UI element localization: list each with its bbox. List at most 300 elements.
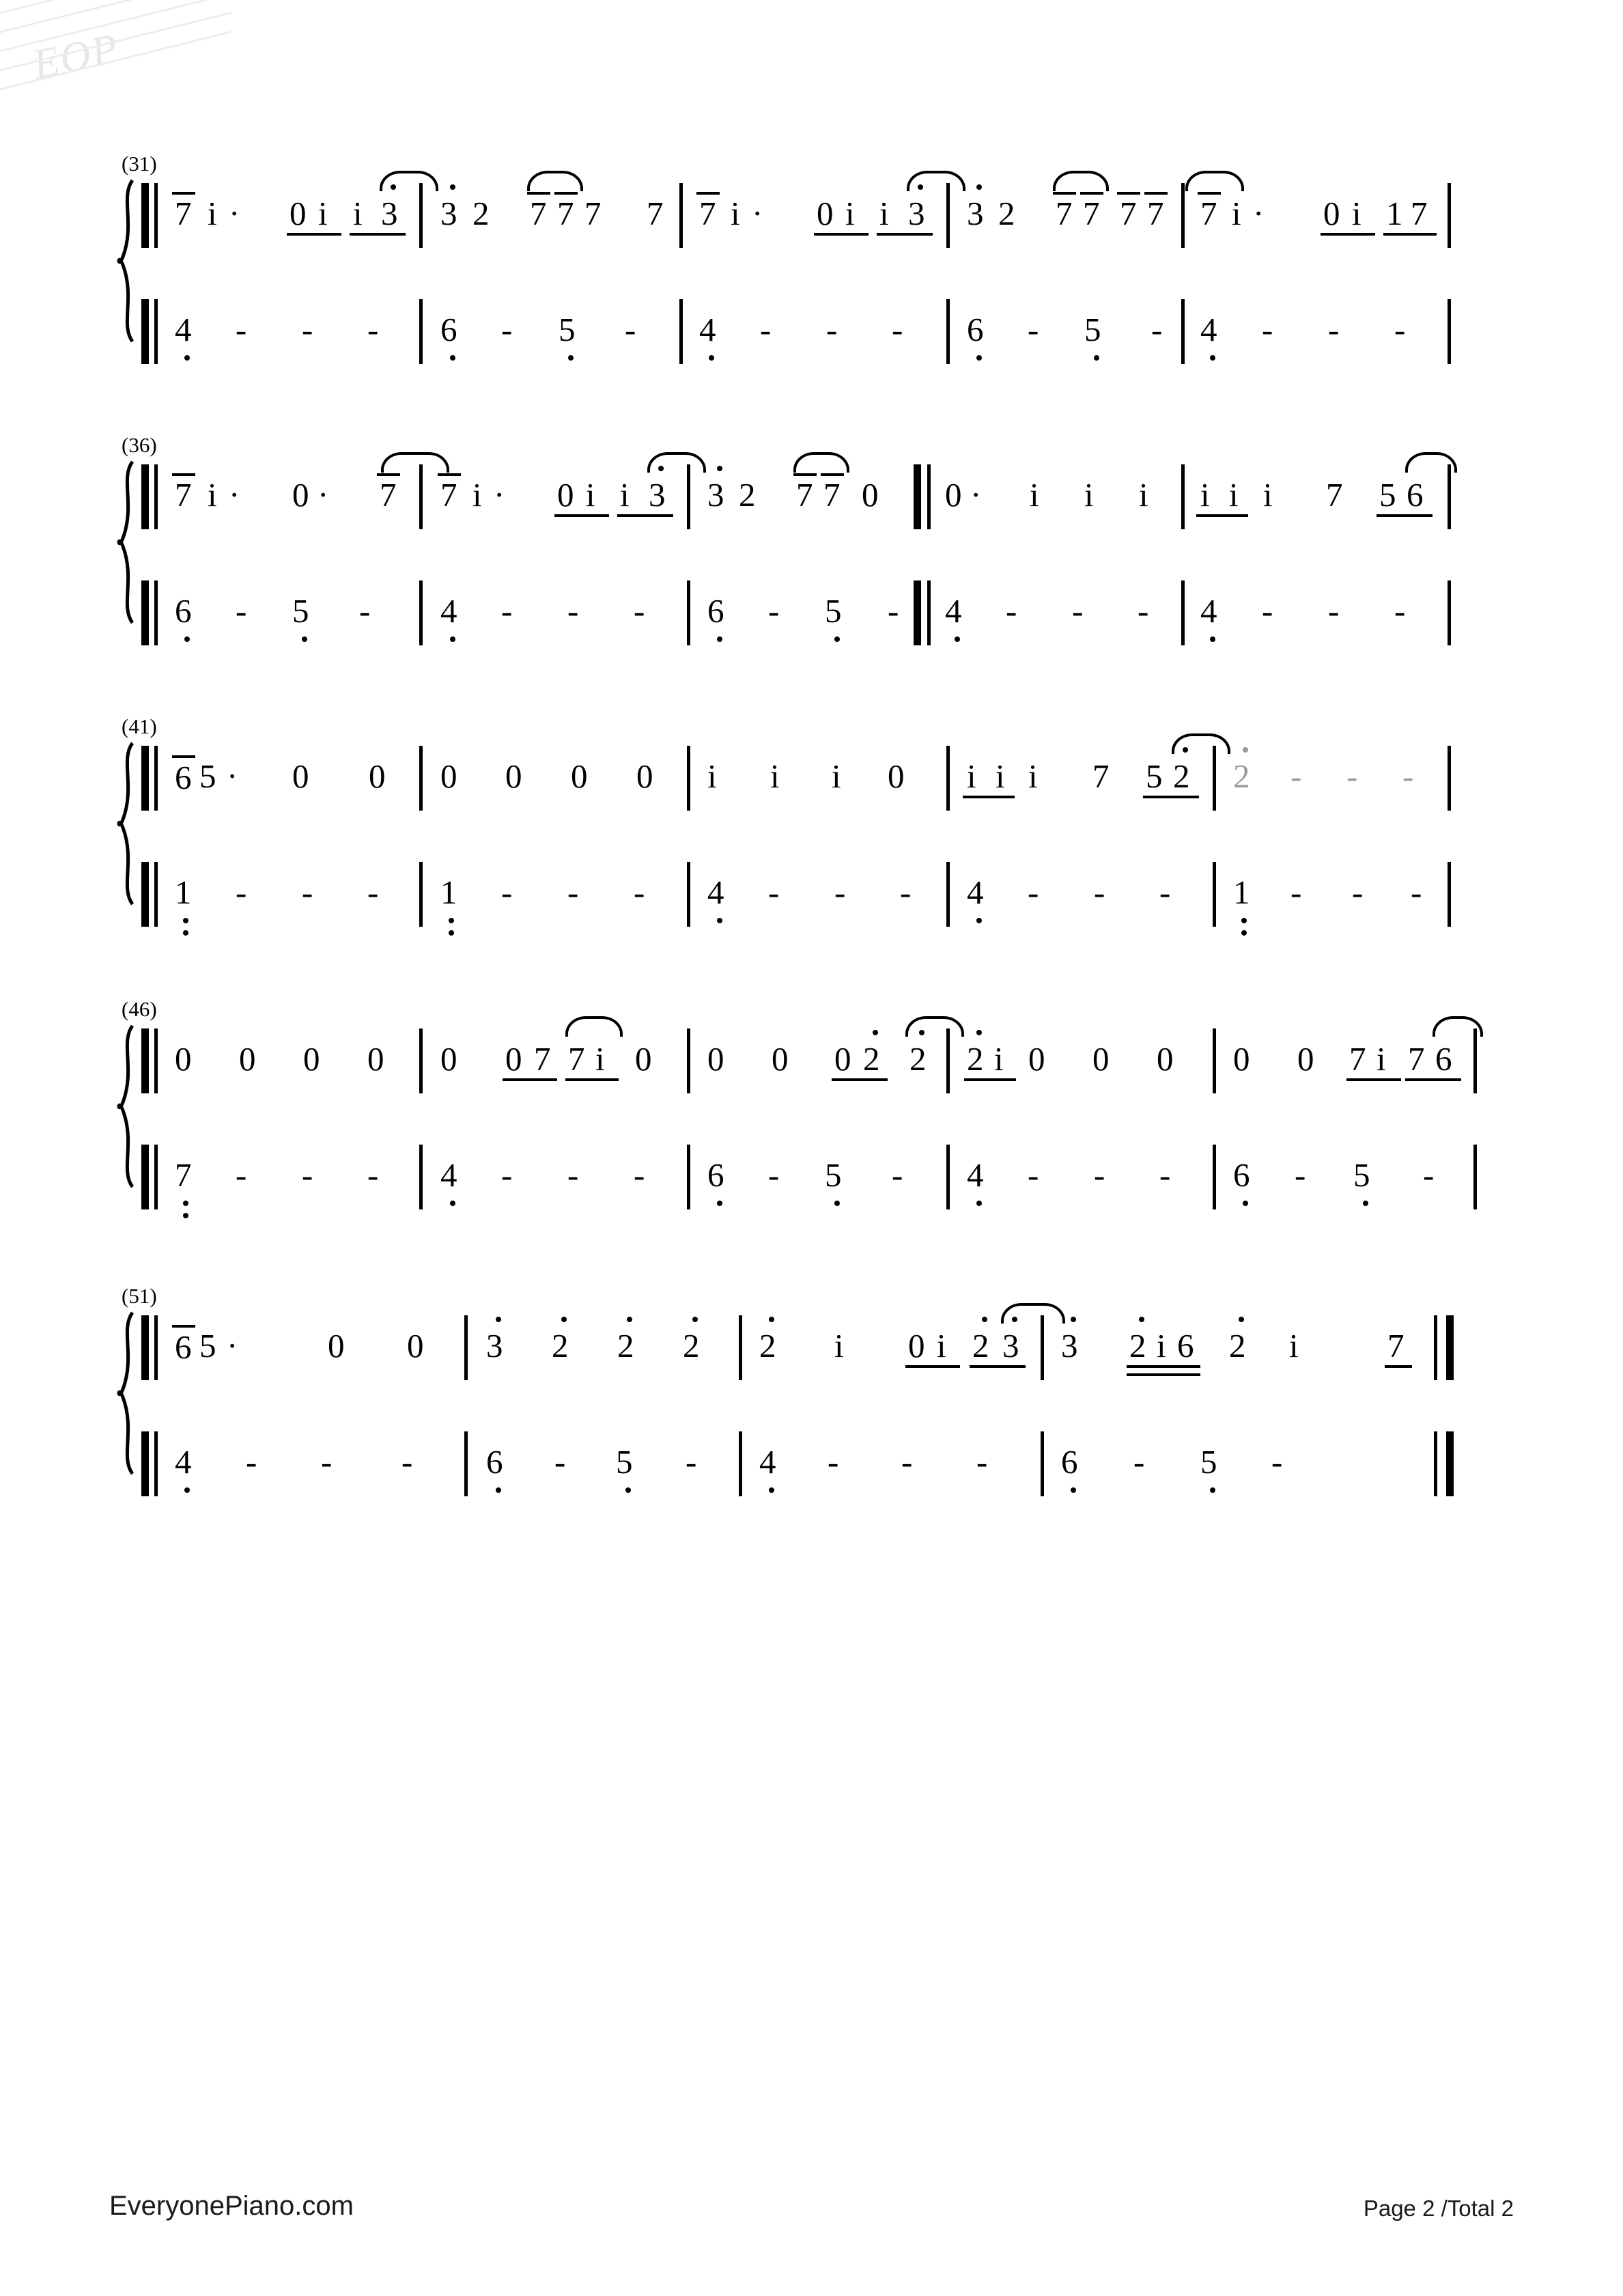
barline-open-thick: [141, 746, 149, 811]
note: 3: [486, 1327, 503, 1364]
note: 6: [1061, 1443, 1078, 1481]
duration-dash: -: [1394, 592, 1406, 630]
note: 0: [888, 757, 905, 795]
barline: [946, 299, 950, 364]
duration-dash: -: [634, 873, 645, 911]
note: 7: [1147, 195, 1164, 232]
note: 4: [175, 1443, 192, 1481]
beam: [1117, 192, 1140, 195]
duration-dash: -: [321, 1443, 333, 1481]
note: 6: [486, 1443, 503, 1481]
barline-double-thin: [927, 464, 931, 529]
octave-dot-down: [834, 636, 840, 642]
octave-dot-up: [976, 1030, 982, 1035]
barline: [687, 746, 690, 811]
duration-dash: -: [1290, 757, 1302, 795]
beam: [964, 1078, 1016, 1081]
tie-slur: [1172, 733, 1230, 754]
note: 7: [380, 476, 397, 514]
duration-dash: -: [1352, 873, 1364, 911]
barline: [1041, 1431, 1044, 1496]
dot-duration: ·: [227, 1327, 238, 1364]
beam: [970, 1365, 1026, 1368]
barline-open-thin: [154, 183, 158, 248]
note: 7: [647, 195, 664, 232]
note: i: [1229, 476, 1239, 514]
duration-dash: -: [768, 592, 780, 630]
octave-dot-down: [1210, 636, 1215, 642]
tie-slur: [647, 452, 706, 473]
octave-dot-up: [769, 1317, 774, 1322]
note: 0: [945, 476, 962, 514]
note: 5: [825, 1156, 842, 1194]
barline-open-thin-b: [154, 580, 158, 645]
note: 0: [440, 757, 457, 795]
grand-staff-brace: [115, 460, 138, 624]
octave-dot-down: [449, 918, 454, 923]
duration-dash: -: [359, 592, 371, 630]
octave-dot-down-2: [183, 1213, 188, 1218]
note: 5: [559, 311, 576, 348]
dot-duration: ·: [494, 476, 505, 514]
note: i: [1084, 476, 1094, 514]
note: i: [731, 195, 740, 232]
barline: [464, 1315, 468, 1380]
note: 7: [530, 195, 547, 232]
duration-dash: -: [1423, 1156, 1435, 1194]
duration-dash: -: [1411, 873, 1422, 911]
note: 0: [1297, 1040, 1314, 1078]
barline: [739, 1431, 742, 1496]
beam: [1144, 192, 1168, 195]
beam: [1321, 233, 1375, 236]
octave-dot-down: [450, 355, 455, 361]
note: i: [770, 757, 780, 795]
duration-dash: -: [501, 873, 513, 911]
note: 2: [1233, 757, 1250, 795]
barline: [1181, 580, 1185, 645]
note: 2: [552, 1327, 569, 1364]
octave-dot-down: [302, 636, 307, 642]
note: 4: [440, 592, 457, 630]
barline: [1181, 464, 1185, 529]
barline: [1448, 746, 1451, 811]
barline: [1041, 1315, 1044, 1380]
duration-dash: -: [834, 873, 846, 911]
note: 4: [699, 311, 716, 348]
barline: [1448, 183, 1451, 248]
barline-open-thin: [154, 464, 158, 529]
note: 0: [407, 1327, 424, 1364]
octave-dot-down: [709, 355, 714, 361]
beam: [172, 755, 195, 758]
site-credit: EveryonePiano.com: [109, 2191, 354, 2221]
eop-watermark: [14, 0, 218, 130]
dot-duration: ·: [1253, 195, 1265, 232]
beam: [503, 1078, 557, 1081]
note: 2: [1129, 1327, 1146, 1364]
octave-dot-up: [873, 1030, 878, 1035]
tie-slur: [380, 171, 438, 191]
octave-dot-down: [1210, 355, 1215, 361]
note: i: [586, 476, 595, 514]
octave-dot-up: [496, 1317, 501, 1322]
note: 3: [707, 476, 724, 514]
duration-dash: -: [634, 592, 645, 630]
barline-final-thin: [1434, 1315, 1437, 1380]
beam: [1198, 192, 1221, 195]
duration-dash: -: [246, 1443, 257, 1481]
note: 2: [472, 195, 490, 232]
note: i: [208, 476, 217, 514]
duration-dash: -: [634, 1156, 645, 1194]
duration-dash: -: [567, 1156, 579, 1194]
note: 6: [967, 311, 984, 348]
note: 6: [440, 311, 457, 348]
note: i: [707, 757, 717, 795]
watermark-text: EOP: [29, 25, 124, 89]
note: 2: [739, 476, 756, 514]
measure-number-51: (51): [122, 1284, 157, 1308]
dot-duration: ·: [229, 476, 240, 514]
octave-dot-down: [955, 636, 960, 642]
barline: [1213, 1145, 1216, 1209]
barline: [946, 746, 950, 811]
duration-dash: -: [367, 311, 379, 348]
duration-dash: -: [1159, 873, 1171, 911]
duration-dash: -: [1028, 311, 1039, 348]
note: i: [353, 195, 363, 232]
note: 0: [862, 476, 879, 514]
beam: [287, 233, 341, 236]
note: 3: [440, 195, 457, 232]
note: 7: [557, 195, 574, 232]
octave-dot-up: [976, 184, 982, 190]
note: 0: [1028, 1040, 1045, 1078]
note: i: [1028, 757, 1038, 795]
duration-dash: -: [768, 873, 780, 911]
octave-dot-up: [561, 1317, 567, 1322]
duration-dash: -: [302, 311, 313, 348]
beam: [565, 1078, 619, 1081]
note: i: [967, 757, 976, 795]
note: i: [845, 195, 855, 232]
note: 4: [1200, 592, 1217, 630]
note: i: [834, 1327, 844, 1364]
octave-dot-down: [1210, 1487, 1215, 1493]
note: 0: [505, 757, 522, 795]
duration-dash: -: [367, 1156, 379, 1194]
duration-dash: -: [768, 1156, 780, 1194]
octave-dot-down-2: [449, 930, 454, 936]
octave-dot-down: [834, 1201, 840, 1206]
octave-dot-down: [496, 1487, 501, 1493]
duration-dash: -: [1328, 592, 1340, 630]
tie-slur: [905, 1016, 964, 1037]
note: 2: [972, 1327, 989, 1364]
note: 0: [1323, 195, 1340, 232]
note: i: [620, 476, 630, 514]
barline: [1213, 862, 1216, 927]
note: 0: [817, 195, 834, 232]
note: 0: [635, 1040, 652, 1078]
note: 2: [617, 1327, 634, 1364]
note: 7: [796, 476, 813, 514]
note: 6: [1435, 1040, 1452, 1078]
barline: [1213, 1028, 1216, 1093]
barline: [1181, 299, 1185, 364]
note: 1: [1386, 195, 1403, 232]
octave-dot-down: [976, 918, 982, 923]
octave-dot-up: [1071, 1317, 1076, 1322]
octave-dot-down: [625, 1487, 631, 1493]
duration-dash: -: [888, 592, 899, 630]
octave-dot-down: [717, 918, 722, 923]
octave-dot-down: [450, 636, 455, 642]
octave-dot-up: [1139, 1317, 1144, 1322]
barline-open-thick: [141, 183, 149, 248]
note: 6: [175, 592, 192, 630]
note: 0: [292, 757, 309, 795]
note: 6: [1233, 1156, 1250, 1194]
octave-dot-down-2: [183, 930, 188, 936]
note: 7: [1120, 195, 1137, 232]
barline: [419, 299, 423, 364]
barline: [1181, 183, 1185, 248]
note: 0: [369, 757, 386, 795]
note: 0: [636, 757, 653, 795]
note: 2: [1173, 757, 1190, 795]
note: 4: [945, 592, 962, 630]
duration-dash: -: [1006, 592, 1017, 630]
note: 4: [175, 311, 192, 348]
beam: [832, 1078, 888, 1081]
note: 6: [707, 1156, 724, 1194]
barline-open-thick: [141, 1028, 149, 1093]
duration-dash: -: [1290, 873, 1302, 911]
note: 6: [1407, 476, 1424, 514]
note: 7: [175, 1156, 192, 1194]
octave-dot-down: [184, 1487, 190, 1493]
note: 3: [908, 195, 925, 232]
note: 2: [759, 1327, 776, 1364]
note: 5: [199, 757, 216, 795]
barline-double-thick: [914, 580, 921, 645]
beam-2: [1127, 1373, 1200, 1376]
octave-dot-up: [717, 466, 722, 471]
dot-duration: ·: [752, 195, 763, 232]
barline-open-thin-b: [154, 862, 158, 927]
duration-dash: -: [1262, 311, 1273, 348]
note: 6: [707, 592, 724, 630]
barline: [1448, 580, 1451, 645]
note: 5: [292, 592, 309, 630]
beam: [821, 473, 844, 476]
note: 5: [1353, 1156, 1370, 1194]
note: 5: [1084, 311, 1101, 348]
note: 2: [967, 1040, 984, 1078]
barline: [679, 183, 683, 248]
tie-slur: [1185, 171, 1244, 191]
note: 0: [1157, 1040, 1174, 1078]
barline: [1448, 464, 1451, 529]
note: 0: [239, 1040, 256, 1078]
beam: [1127, 1365, 1200, 1368]
note: 7: [1083, 195, 1100, 232]
beam: [172, 192, 195, 195]
tie-slur: [907, 171, 965, 191]
beam: [1053, 192, 1076, 195]
note: 0: [834, 1040, 851, 1078]
note: 0: [175, 1040, 192, 1078]
note: 0: [571, 757, 588, 795]
octave-dot-up: [982, 1317, 987, 1322]
barline-open-thin-b: [154, 1431, 158, 1496]
octave-dot-up: [1243, 747, 1248, 753]
note: 0: [505, 1040, 522, 1078]
barline-open-thick: [141, 464, 149, 529]
duration-dash: -: [1028, 873, 1039, 911]
beam: [793, 473, 817, 476]
beam: [554, 514, 609, 517]
note: 0: [1233, 1040, 1250, 1078]
duration-dash: -: [236, 1156, 247, 1194]
duration-dash: -: [1402, 757, 1414, 795]
note: 7: [1411, 195, 1428, 232]
note: 2: [909, 1040, 927, 1078]
octave-dot-up: [627, 1317, 632, 1322]
barline: [946, 862, 950, 927]
grand-staff-brace: [115, 1024, 138, 1188]
page-number: Page 2 /Total 2: [1363, 2196, 1514, 2221]
barline: [464, 1431, 468, 1496]
note: 7: [1200, 195, 1217, 232]
barline: [419, 183, 423, 248]
octave-dot-down: [976, 1201, 982, 1206]
note: 0: [292, 476, 309, 514]
duration-dash: -: [501, 311, 513, 348]
barline: [679, 299, 683, 364]
beam: [1196, 514, 1248, 517]
note: 0: [328, 1327, 345, 1364]
duration-dash: -: [828, 1443, 839, 1481]
beam: [377, 473, 400, 476]
tie-slur: [1053, 171, 1109, 191]
note: 0: [707, 1040, 724, 1078]
note: 7: [823, 476, 841, 514]
beam: [877, 233, 933, 236]
barline: [419, 746, 423, 811]
note: 0: [290, 195, 307, 232]
octave-dot-down: [183, 918, 188, 923]
tie-slur: [1001, 1303, 1065, 1324]
measure-number-41: (41): [122, 714, 157, 738]
beam: [1346, 1078, 1401, 1081]
note: i: [996, 757, 1005, 795]
duration-dash: -: [554, 1443, 566, 1481]
duration-dash: -: [1346, 757, 1358, 795]
note: 0: [557, 476, 574, 514]
duration-dash: -: [1394, 311, 1406, 348]
note: 7: [1387, 1327, 1405, 1364]
octave-dot-down: [1243, 1201, 1248, 1206]
octave-dot-up: [450, 184, 455, 190]
duration-dash: -: [1328, 311, 1340, 348]
measure-number-46: (46): [122, 997, 157, 1021]
beam: [617, 514, 673, 517]
note: 0: [303, 1040, 320, 1078]
duration-dash: -: [900, 873, 912, 911]
beam: [172, 1325, 195, 1328]
note: 0: [772, 1040, 789, 1078]
barline: [946, 183, 950, 248]
octave-dot-up: [1239, 1317, 1244, 1322]
barline-double-thin: [927, 580, 931, 645]
note: i: [937, 1327, 946, 1364]
duration-dash: -: [1072, 592, 1084, 630]
note: 0: [1092, 1040, 1110, 1078]
beam: [1143, 796, 1199, 798]
octave-dot-down: [183, 1201, 188, 1206]
note: 5: [1146, 757, 1163, 795]
duration-dash: -: [501, 1156, 513, 1194]
barline: [1473, 1028, 1477, 1093]
note: 7: [1092, 757, 1110, 795]
barline-open-thin-b: [154, 299, 158, 364]
note: 4: [967, 1156, 984, 1194]
note: 7: [584, 195, 602, 232]
grand-staff-brace: [115, 179, 138, 343]
duration-dash: -: [976, 1443, 988, 1481]
barline: [1448, 299, 1451, 364]
beam: [438, 473, 461, 476]
note: 4: [759, 1443, 776, 1481]
duration-dash: -: [892, 1156, 903, 1194]
note: i: [1263, 476, 1273, 514]
barline: [419, 580, 423, 645]
octave-dot-down: [717, 636, 722, 642]
note: 5: [199, 1327, 216, 1364]
note: 0: [440, 1040, 457, 1078]
barline-double-thick: [914, 464, 921, 529]
note: 5: [1200, 1443, 1217, 1481]
octave-dot-down: [1071, 1487, 1076, 1493]
note: i: [1352, 195, 1361, 232]
octave-dot-down: [769, 1487, 774, 1493]
octave-dot-down: [568, 355, 574, 361]
note: 7: [440, 476, 457, 514]
note: 6: [175, 1328, 192, 1366]
duration-dash: -: [901, 1443, 913, 1481]
dot-duration: ·: [317, 476, 329, 514]
barline: [1448, 862, 1451, 927]
beam: [814, 233, 869, 236]
duration-dash: -: [236, 311, 247, 348]
duration-dash: -: [567, 873, 579, 911]
octave-dot-down: [1241, 918, 1247, 923]
note: i: [832, 757, 841, 795]
barline: [419, 862, 423, 927]
note: 3: [381, 195, 398, 232]
tie-slur: [527, 171, 583, 191]
note: i: [879, 195, 889, 232]
beam: [1377, 514, 1433, 517]
note: 3: [1061, 1327, 1078, 1364]
note: 2: [998, 195, 1015, 232]
duration-dash: -: [1138, 592, 1149, 630]
note: 5: [825, 592, 842, 630]
dot-duration: ·: [229, 195, 240, 232]
